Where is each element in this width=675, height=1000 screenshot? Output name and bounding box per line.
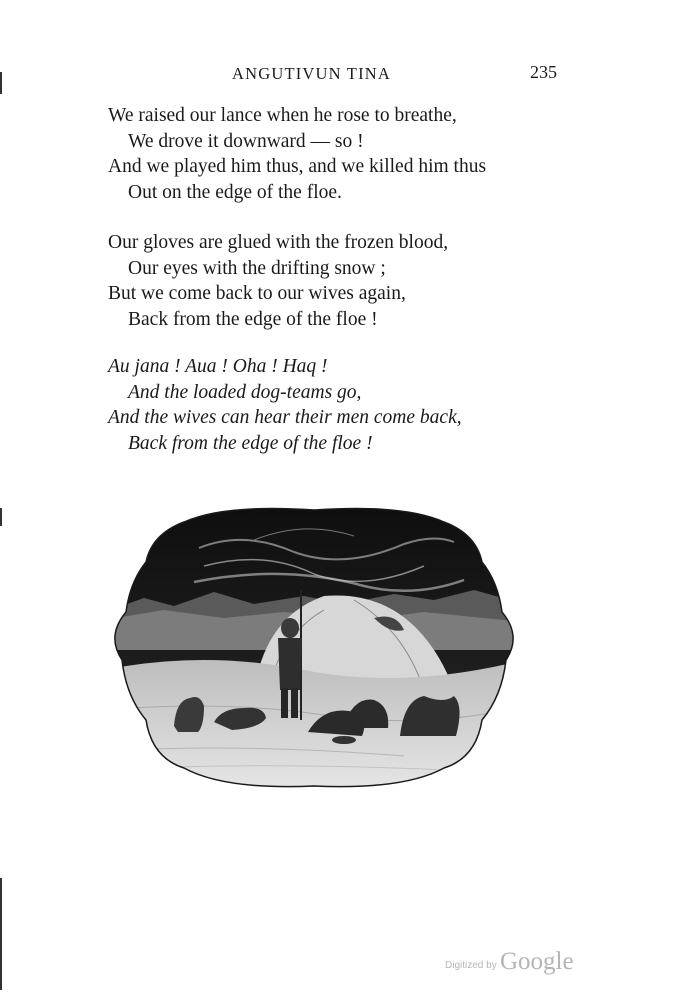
watermark-prefix: Digitized by bbox=[445, 960, 497, 971]
poem-line: Our gloves are glued with the frozen blood, bbox=[108, 232, 449, 253]
poem-line: And the loaded dog-teams go, bbox=[128, 381, 362, 403]
stanza-2 bbox=[108, 230, 588, 332]
poem-line: Au jana ! Aua ! Oha ! Haq ! bbox=[108, 356, 328, 377]
page-number: 235 bbox=[530, 62, 557, 82]
poem-line: Back from the edge of the floe ! bbox=[128, 308, 378, 330]
igloo-illustration bbox=[104, 500, 524, 800]
stanza-1 bbox=[108, 103, 588, 205]
poem-line: Out on the edge of the floe. bbox=[128, 181, 342, 203]
poem-line: Our eyes with the drifting snow ; bbox=[128, 257, 386, 279]
poem-line: Back from the edge of the floe ! bbox=[128, 432, 373, 454]
google-logo: Google bbox=[500, 948, 574, 975]
google-watermark bbox=[445, 950, 605, 980]
poem-line: And we played him thus, and we killed him thus bbox=[108, 156, 487, 177]
poem-line: But we come back to our wives again, bbox=[108, 283, 406, 304]
margin-mark bbox=[0, 508, 2, 526]
stanza-3 bbox=[108, 354, 588, 456]
poem-line: We drove it downward — so ! bbox=[128, 130, 364, 152]
margin-mark bbox=[0, 878, 2, 990]
poem-line: We raised our lance when he rose to breathe, bbox=[108, 105, 457, 126]
poem-line: And the wives can hear their men come back, bbox=[108, 407, 462, 428]
running-head bbox=[0, 64, 675, 88]
running-title: ANGUTIVUN TINA bbox=[232, 64, 392, 83]
